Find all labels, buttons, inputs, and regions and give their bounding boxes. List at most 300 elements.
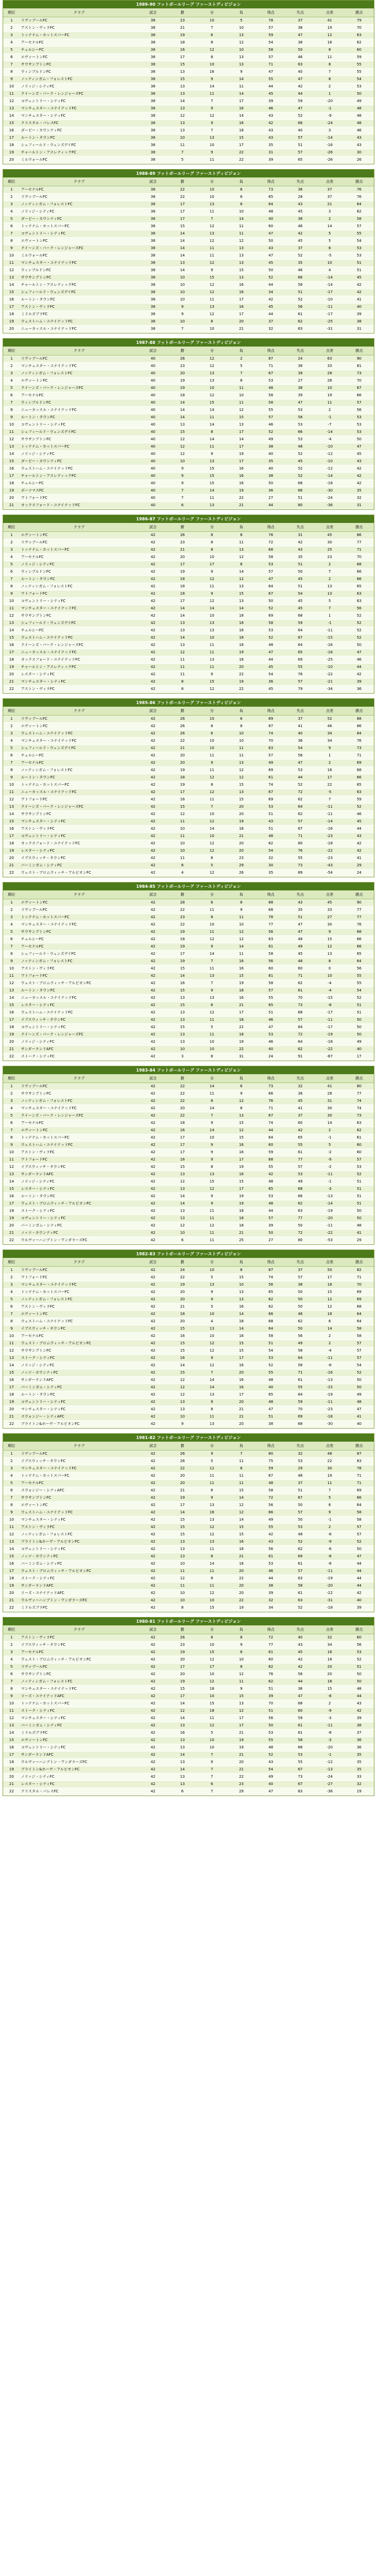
club-name: アーセナルFC [20,39,138,47]
table-cell: 2 [3,1642,20,1649]
table-cell: 50 [345,436,374,443]
table-cell: 13 [226,1112,256,1120]
club-name: ノリッジ・シティFC [20,1039,138,1046]
table-cell: 50 [345,1031,374,1039]
table-cell: 16 [226,958,256,965]
column-header: クラブ [20,707,138,716]
table-cell: 42 [345,282,374,289]
table-cell: 13 [197,656,226,664]
table-cell: 48 [256,833,285,840]
table-cell: 40 [138,458,167,465]
table-cell: 14 [197,1105,226,1112]
table-cell: 47 [285,929,315,936]
table-cell: -19 [315,1208,344,1215]
table-cell: 66 [345,774,374,782]
table-row [3,1502,374,1509]
table-cell: 41 [315,1083,344,1090]
column-header: 分 [197,347,226,355]
table-cell: 42 [138,1664,167,1671]
table-cell: 9 [168,480,197,487]
table-cell: 77 [285,1156,315,1164]
table-cell: 10 [197,186,226,194]
table-cell: 18 [3,656,20,664]
table-cell: 42 [138,1017,167,1024]
table-cell: 42 [138,1149,167,1156]
table-cell: 11 [3,429,20,436]
table-cell: 5 [315,1495,344,1502]
table-cell: 42 [138,716,167,723]
table-cell: -10 [315,443,344,451]
table-cell: 6 [3,1120,20,1127]
table-cell: 5 [3,1296,20,1303]
table-row [3,730,374,738]
table-cell: 23 [315,554,344,561]
table-row [3,716,374,723]
table-cell: 14 [168,414,197,421]
table-cell: 7 [3,1678,20,1686]
table-cell: 30 [345,149,374,157]
table-cell: 42 [345,465,374,473]
table-cell: 40 [345,1421,374,1428]
table-cell: 32 [345,495,374,502]
table-cell: 61 [345,1134,374,1142]
table-cell: -1 [315,1752,344,1759]
club-name: アーセナルFC [20,186,138,194]
club-name: クリスタル・パレスFC [20,1788,138,1796]
table-cell: 20 [226,318,256,326]
club-name: ストーク・シティFC [20,1708,138,1715]
table-cell: 9 [197,267,226,274]
table-cell: 51 [285,1487,315,1495]
table-cell: 15 [315,936,344,943]
table-cell: 11 [226,1678,256,1686]
table-cell: 40 [138,370,167,377]
table-cell: 6 [168,502,197,509]
table-cell: 16 [197,1509,226,1516]
column-header: 勝点 [345,1258,374,1267]
table-row [3,61,374,69]
table-cell: 80 [285,1237,315,1244]
table-cell: 14 [226,943,256,951]
table-cell: 61 [285,1149,315,1156]
table-cell: 6 [168,1237,197,1244]
table-cell: 73 [256,1083,285,1090]
table-cell: 73 [285,1002,315,1009]
table-cell: 17 [3,473,20,480]
table-cell: 35 [256,869,285,877]
table-cell: 10 [197,1744,226,1752]
table-cell: 72 [285,789,315,796]
table-cell: 56 [256,1502,285,1509]
table-cell: 50 [285,47,315,54]
table-cell: 15 [168,987,197,995]
club-name: トッテナム・ホットスパーFC [20,914,138,921]
table-cell: 16 [226,289,256,296]
table-cell: 52 [345,1369,374,1377]
table-row [3,157,374,164]
table-cell: 15 [197,473,226,480]
table-cell: 18 [315,1281,344,1289]
table-cell: 15 [226,135,256,142]
table-cell: -10 [315,296,344,304]
table-cell: 42 [345,473,374,480]
table-cell: 78 [345,1465,374,1473]
table-cell: 52 [345,995,374,1002]
table-cell: 12 [197,1222,226,1230]
table-cell: 87 [256,723,285,730]
table-cell: 46 [285,223,315,230]
table-cell: 13 [226,598,256,605]
table-cell: 40 [256,216,285,223]
column-header: 失点 [285,890,315,899]
club-name: マンチェスター・ユナイテッドFC [20,1686,138,1693]
table-cell: 10 [197,738,226,745]
table-cell: 72 [256,1495,285,1502]
table-cell: 9 [197,1355,226,1362]
club-name: ノッツ・カウンティFC [20,1230,138,1237]
table-cell: 12 [197,847,226,855]
table-cell: 42 [138,1524,167,1531]
table-cell: 42 [256,120,285,127]
table-cell: 52 [256,1752,285,1759]
table-cell: 40 [138,377,167,385]
table-cell: 20 [168,554,197,561]
table-cell: 17 [226,1391,256,1399]
table-cell: 18 [226,1031,256,1039]
table-cell: 8 [226,1664,256,1671]
table-cell: 38 [138,304,167,311]
table-cell: 42 [138,1186,167,1193]
table-cell: 10 [3,421,20,429]
table-cell: -10 [315,664,344,671]
table-cell: 35 [285,260,315,267]
table-cell: 58 [345,1325,374,1333]
table-cell: 37 [285,1267,315,1274]
table-row [3,355,374,363]
club-name: アストン・ヴィラFC [20,965,138,973]
table-cell: 66 [285,274,315,282]
table-cell: 10 [168,1590,197,1597]
table-cell: 10 [168,1560,197,1568]
table-cell: 17 [168,1142,197,1149]
table-row [3,1560,374,1568]
table-cell: 7 [3,576,20,583]
table-cell: 9 [168,304,197,311]
table-cell: 20 [168,1671,197,1678]
table-cell: 8 [197,855,226,862]
table-cell: 11 [226,230,256,238]
table-cell: 13 [197,995,226,1002]
table-cell: 10 [3,252,20,260]
table-cell: 50 [345,1017,374,1024]
table-cell: 14 [197,951,226,958]
table-cell: 12 [197,392,226,399]
table-cell: 47 [285,32,315,39]
table-cell: 63 [256,936,285,943]
table-cell: 10 [168,1230,197,1237]
table-cell: 57 [256,1215,285,1222]
table-cell: 44 [345,826,374,833]
table-row [3,554,374,561]
column-header: 点差 [315,1625,344,1634]
table-row [3,208,374,216]
table-cell: 38 [138,47,167,54]
club-name: シェフィールド・ウェンズデイFC [20,142,138,149]
table-cell: 18 [197,1686,226,1693]
table-cell: -18 [315,649,344,656]
table-cell: -1 [315,1134,344,1142]
table-cell: 42 [138,576,167,583]
table-cell: 15 [168,1002,197,1009]
table-cell: 10 [197,1039,226,1046]
table-row [3,1105,374,1112]
table-cell: 16 [3,642,20,649]
table-cell: 71 [256,363,285,370]
standings-table [3,1258,374,1428]
table-cell: 4 [3,921,20,929]
table-cell: 21 [226,502,256,509]
table-cell: 10 [168,289,197,296]
table-cell: 52 [256,429,285,436]
column-header: 分 [197,890,226,899]
table-cell: 51 [256,1686,285,1693]
table-row [3,1473,374,1480]
table-cell: 42 [138,730,167,738]
table-cell: 13 [168,995,197,1002]
table-cell: 39 [285,370,315,377]
club-name: ワトフォードFC [20,973,138,980]
table-cell: 12 [3,436,20,443]
table-cell: 67 [285,634,315,642]
table-cell: 11 [197,664,226,671]
table-cell: 9 [226,1090,256,1098]
table-cell: 10 [3,965,20,973]
table-cell: 4 [3,1473,20,1480]
table-row [3,385,374,392]
club-name: チャールトン・アスレティックFC [20,282,138,289]
table-cell: 13 [315,583,344,590]
table-cell: 66 [345,936,374,943]
table-cell: 12 [168,443,197,451]
table-cell: 42 [138,612,167,620]
table-cell: 74 [345,1105,374,1112]
club-name: コヴェントリー・シティFC [20,98,138,105]
club-name: イプスウィッチ・タウンFC [20,1458,138,1465]
table-cell: 12 [197,113,226,120]
table-cell: 14 [197,1560,226,1568]
table-cell: 7 [3,760,20,767]
club-name: アーセナルFC [20,554,138,561]
table-cell: 15 [168,804,197,811]
table-cell: 42 [138,1700,167,1708]
table-row [3,1759,374,1766]
table-cell: 67 [285,1766,315,1774]
table-cell: 11 [197,414,226,421]
table-cell: 42 [285,1656,315,1664]
season-table [3,1250,374,1429]
table-cell: 20 [226,804,256,811]
table-cell: 42 [138,1046,167,1053]
table-cell: 13 [197,627,226,634]
table-cell: 51 [285,142,315,149]
table-row [3,1127,374,1134]
column-header: 勝点 [345,1442,374,1451]
table-cell: 59 [256,32,285,39]
table-cell: 14 [315,223,344,230]
column-header: 試合 [138,890,167,899]
table-cell: 61 [285,1590,315,1597]
table-cell: 24 [256,1053,285,1061]
table-cell: 18 [168,1120,197,1127]
table-cell: 15 [197,1649,226,1656]
table-cell: 39 [256,1693,285,1700]
table-cell: 11 [197,1215,226,1222]
table-cell: 52 [345,1171,374,1178]
table-cell: -11 [315,804,344,811]
table-cell: -2 [315,1149,344,1156]
table-cell: 43 [345,458,374,465]
table-cell: 12 [197,1590,226,1597]
table-cell: 40 [256,451,285,458]
table-row [3,1340,374,1347]
table-cell: 40 [138,473,167,480]
table-cell: 10 [168,1413,197,1421]
table-cell: 64 [256,1134,285,1142]
table-cell: 12 [226,1708,256,1715]
club-name: ウェストハム・ユナイテッドFC [20,634,138,642]
table-cell: -23 [315,855,344,862]
table-cell: 44 [256,1127,285,1134]
table-cell: -43 [315,862,344,869]
table-cell: 53 [345,252,374,260]
table-cell: 73 [345,745,374,752]
table-row [3,54,374,61]
table-cell: 8 [226,723,256,730]
table-cell: 56 [345,1642,374,1649]
table-cell: 19 [3,1215,20,1222]
table-cell: 91 [285,1053,315,1061]
table-cell: 10 [3,83,20,91]
table-cell: 38 [138,83,167,91]
table-row [3,826,374,833]
table-cell: 69 [285,1413,315,1421]
table-row [3,1568,374,1575]
table-cell: 15 [226,1134,256,1142]
table-cell: 38 [138,230,167,238]
club-name: リヴァプールFC [20,17,138,25]
table-cell: 42 [138,1296,167,1303]
table-cell: 36 [285,738,315,745]
table-row [3,1134,374,1142]
table-cell: -36 [315,502,344,509]
table-cell: 15 [226,1524,256,1531]
table-cell: 42 [138,1098,167,1105]
table-cell: 13 [197,377,226,385]
table-cell: 6 [226,186,256,194]
table-cell: 58 [256,392,285,399]
table-cell: -11 [315,1171,344,1178]
table-cell: 7 [3,61,20,69]
table-cell: 22 [3,1604,20,1612]
table-cell: 5 [197,1303,226,1311]
table-cell: 26 [168,1451,197,1458]
table-cell: 18 [226,1546,256,1553]
table-cell: 19 [168,32,197,39]
table-cell: 18 [168,774,197,782]
table-cell: 42 [138,1604,167,1612]
table-cell: 13 [197,1538,226,1546]
table-cell: 2 [3,1458,20,1465]
table-cell: 61 [256,1649,285,1656]
table-cell: 10 [226,1281,256,1289]
table-cell: 16 [168,47,197,54]
table-cell: 66 [285,487,315,495]
table-cell: 13 [226,760,256,767]
table-cell: 11 [315,1480,344,1487]
column-header: 負 [226,707,256,716]
club-name: ニューカッスル・ユナイテッドFC [20,649,138,656]
table-row [3,1413,374,1421]
table-cell: 9 [197,1193,226,1200]
club-name: ルートン・タウンFC [20,296,138,304]
table-cell: 43 [285,1642,315,1649]
column-header: 試合 [138,1258,167,1267]
table-row [3,1303,374,1311]
table-row [3,76,374,83]
table-cell: 18 [168,583,197,590]
table-cell: 55 [345,973,374,980]
table-cell: 19 [345,1788,374,1796]
column-header: 順位 [3,707,20,716]
table-cell: 14 [315,1325,344,1333]
table-cell: 46 [285,54,315,61]
table-cell: 43 [256,127,285,135]
table-cell: 14 [3,451,20,458]
table-cell: 42 [138,907,167,914]
table-cell: 13 [3,804,20,811]
table-cell: 31 [285,532,315,539]
table-cell: 66 [345,576,374,583]
column-header: 分 [197,1074,226,1083]
table-cell: 20 [226,1759,256,1766]
club-name: サンダーランドAFC [20,1752,138,1759]
table-cell: 42 [138,1009,167,1017]
table-cell: 18 [168,936,197,943]
table-cell: 14 [168,1752,197,1759]
table-cell: 62 [285,811,315,818]
table-cell: 56 [285,752,315,760]
table-cell: 15 [226,590,256,598]
table-cell: 23 [168,363,197,370]
table-cell: 50 [285,1502,315,1509]
table-cell: 53 [256,804,285,811]
table-row [3,399,374,407]
table-cell: 12 [197,1186,226,1193]
table-cell: 29 [345,862,374,869]
table-cell: 21 [168,1303,197,1311]
table-cell: 19 [226,1200,256,1208]
table-cell: 9 [3,958,20,965]
table-cell: 15 [197,1700,226,1708]
club-name: ブライトン&ホーヴ・アルビオンFC [20,1766,138,1774]
table-cell: 12 [168,1391,197,1399]
table-cell: 42 [138,656,167,664]
table-row [3,1458,374,1465]
table-cell: 21 [226,1553,256,1560]
table-cell: 13 [168,1039,197,1046]
season-title: 1986-87 フットボールリーグ ファーストディビジョン [3,515,374,523]
table-row [3,289,374,296]
